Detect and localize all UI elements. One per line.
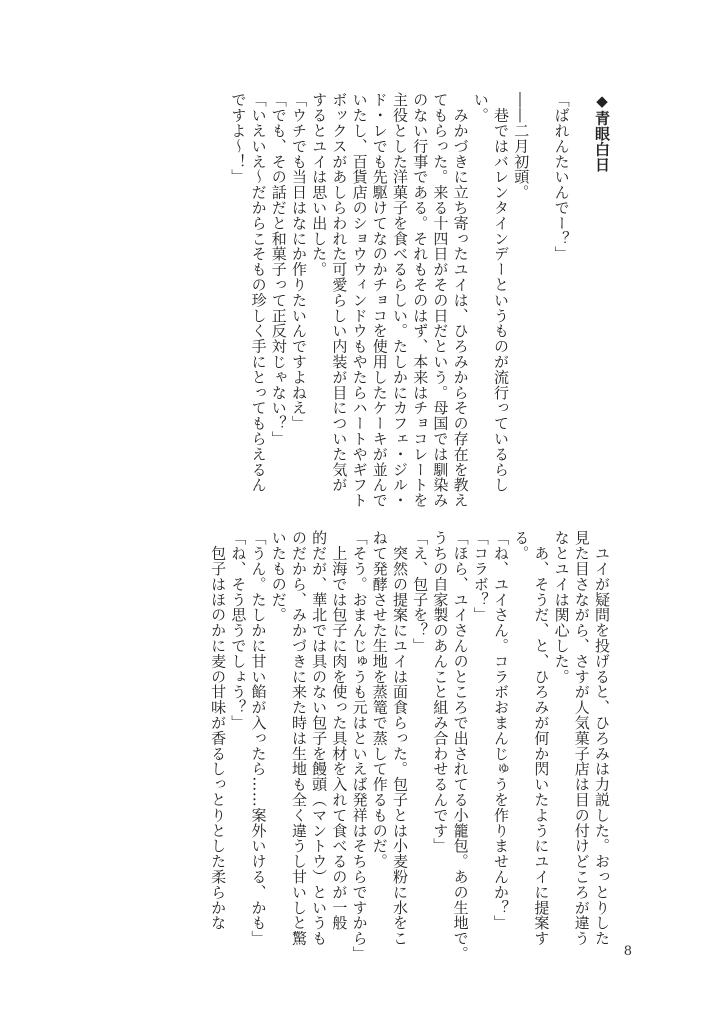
text-line: 「そう。おまんじゅうも元はといえば発祥はそちらですから」 <box>350 530 369 962</box>
section-title: ◆青眼白日 <box>593 92 611 172</box>
text-line: 主役とした洋菓子を食べるらしい。たしかにカフェ・ジル・ <box>391 92 409 508</box>
text-line: 見た目さながら、さすが人気菓子店は目の付けどころが違う <box>572 530 591 946</box>
text-line: 「いえいえ～だからこそもの珍しく手にとってもらえるん <box>249 92 268 493</box>
text-line: 「ほら、ユイさんのところで出されてる小籠包。あの生地で。 <box>451 530 470 962</box>
text-line: のない行事である。それもそのはず、本来はチョコレートを <box>411 92 430 508</box>
text-line: 突然の提案にユイは面食らった。包子とは小麦粉に水をこ <box>390 530 409 946</box>
text-line: ねて発酵させた生地を蒸篭で蒸して作るものだ。 <box>370 530 389 869</box>
text-line: のだから、みかづきに来た時は生地も全く違うし甘いしと驚 <box>289 530 308 946</box>
text-line: ボックスがあしらわれた可愛らしい内装が目についた気が <box>330 92 349 493</box>
text-line: い。 <box>471 92 490 123</box>
text-line: 「ウチでも当日はなにか作りたいんですよねえ」 <box>289 92 308 431</box>
text-line: る。 <box>512 530 531 561</box>
text-line: 「うん。たしかに甘い餡が入ったら……案外いける、かも」 <box>249 530 268 946</box>
text-line: 巷ではバレンタインデーというものが流行っているらし <box>492 92 511 493</box>
text-line: 上海では包子に肉を使った具材を入れて食べるのが一般 <box>330 530 349 931</box>
blank-line <box>531 92 551 502</box>
text-line: 「でも、その話だと和菓子って正反対じゃない？」 <box>269 92 288 447</box>
text-line: ユイが疑問を投げると、ひろみは力説した。おっとりした <box>593 530 611 946</box>
text-line: するとユイは思い出した。 <box>310 92 329 277</box>
lower-text-block <box>208 530 612 962</box>
page-number: 8 <box>623 944 632 959</box>
text-line: 「ね、そう思うでしょう？」 <box>229 530 248 731</box>
text-line: ド・レでも先駆けてなのかチョコを使用したケーキが並んで <box>370 92 389 508</box>
text-line: 「コラボ？」 <box>471 530 490 623</box>
text-line: あ、そうだ、と、ひろみが何か閃いたようにユイに提案す <box>532 530 551 946</box>
text-line: てもらった。来る十四日がその日だという。母国では馴染み <box>431 92 450 508</box>
text-line: ですよ～！」 <box>229 92 248 185</box>
text-line: うちの自家製のあんこと組み合わせるんです」 <box>431 530 450 854</box>
text-line: ――二月初頭。 <box>512 92 531 200</box>
text-line: 「え、包子を？」 <box>411 530 430 654</box>
text-line: いたものだ。 <box>269 530 288 623</box>
text-line: 的だが、華北では具のない包子を饅頭（マントウ）というも <box>310 530 329 946</box>
text-line: なとユイは関心した。 <box>552 530 571 684</box>
text-line: 「ばれんたいんでー？」 <box>552 92 571 262</box>
blank-line <box>572 92 592 502</box>
text-line: みかづきに立ち寄ったユイは、ひろみからその存在を教え <box>451 92 470 508</box>
text-line: いたし、百貨店のショウウィンドウもやたらハートやギフト <box>350 92 369 508</box>
text-line: 「ね、ユイさん。コラボおまんじゅうを作りませんか？」 <box>491 530 510 931</box>
text-line: 包子はほのかに麦の甘味が香るしっとりとした柔らかな <box>209 530 228 931</box>
upper-text-block <box>228 92 612 508</box>
